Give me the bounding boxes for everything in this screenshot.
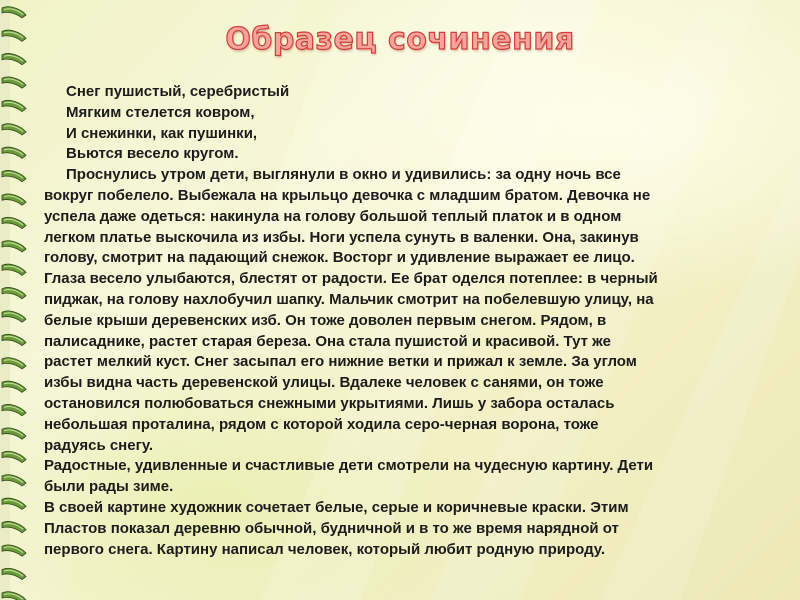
poem-line: Мягким стелется ковром, [66, 103, 255, 121]
paragraph-line: белые крыши деревенских изб. Он тоже доволен первым снегом. Рядом, в [44, 311, 607, 329]
paragraph-line: успела даже одеться: накинула на голову большой теплый платок и в одном [44, 207, 622, 225]
paragraph-line: Глаза весело улыбаются, блестят от радости. Ее брат оделся потеплее: в черный [44, 270, 658, 288]
paragraph-line: были рады зиме. [44, 478, 174, 496]
paragraph-line: пиджак, на голову нахлобучил шапку. Мальчик смотрит на побелевшую улицу, на [44, 290, 654, 308]
paragraph-line: голову, смотрит на падающий снежок. Восторг и удивление выражает ее лицо. [44, 249, 635, 267]
paragraph-line: Пластов показал деревню обычной, будничной и в то же время нарядной от [44, 519, 619, 537]
paragraph-line: вокруг побелело. Выбежала на крыльцо девочка с младшим братом. Девочка не [44, 186, 651, 204]
paragraph-line: избы видна часть деревенской улицы. Вдалеке человек с санями, он тоже [44, 374, 604, 392]
paragraph-line: легком платье выскочила из избы. Ноги успела сунуть в валенки. Она, закинув [44, 228, 639, 246]
paragraph-line: небольшая проталина, рядом с которой ходила серо-черная ворона, тоже [44, 415, 599, 433]
paragraph-line: палисаднике, растет старая береза. Она стала пушистой и красивой. Тут же [44, 332, 611, 350]
paragraph-line: первого снега. Картину написал человек, который любит родную природу. [44, 540, 605, 558]
paragraph-line: радуясь снегу. [44, 436, 154, 454]
essay-text [44, 82, 784, 560]
paragraph-line: Проснулись утром дети, выглянули в окно и удивились: за одну ночь все [66, 166, 621, 184]
poem-line: Снег пушистый, серебристый [66, 83, 290, 100]
paragraph-line: В своей картине художник сочетает белые, серые и коричневые краски. Этим [44, 498, 629, 516]
paragraph-line: остановился полюбоваться снежными укрытиями. Лишь у забора осталась [44, 394, 615, 412]
poem-line: Вьются весело кругом. [66, 145, 239, 163]
page-title-text: Образец сочинения [225, 22, 575, 57]
poem-line: И снежинки, как пушинки, [66, 124, 258, 142]
paragraph-line: растет мелкий куст. Снег засыпал его нижние ветки и прижал к земле. За углом [44, 353, 637, 371]
spiral-binding [0, 0, 34, 600]
paragraph-line: Радостные, удивленные и счастливые дети смотрели на чудесную картину. Дети [44, 457, 654, 475]
page-title [0, 22, 800, 57]
